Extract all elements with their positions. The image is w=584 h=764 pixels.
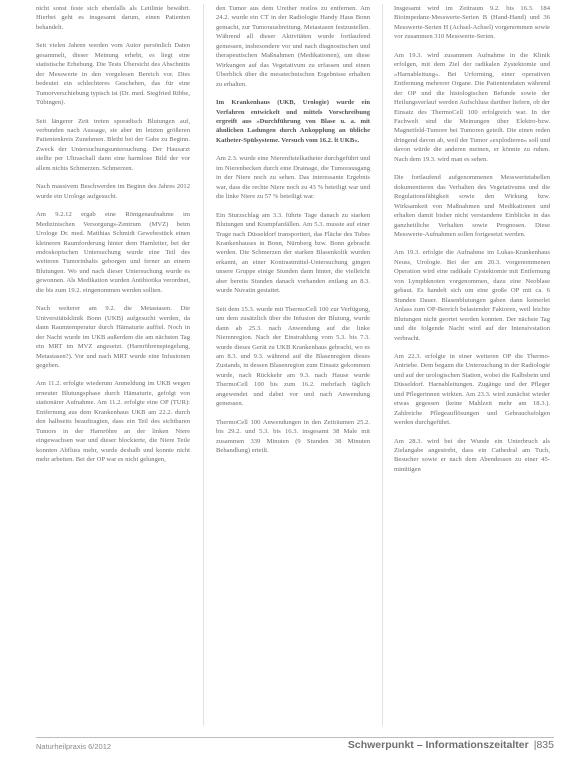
paragraph: Am 9.2.12 ergab eine Röntgenaufnahme im Medizinischen Versorgungs-Zentrum (MVZ) beim Urologe Dr. med. Matthias Schmidt Gewebestück einen kleineren Raumforderung hinter dem Harnleiter, bei der endoskopischen Untersuchung wurde eine Teil des weiteren Tumorinhalts geborgen und ferner an einem Blutungen. Wo und nach dieser Untersuchung wurde es gewonnen. Als Medikation wurden Antibiotika verordnet, die bis zum 19.2. eingenommen werden sollten. bbox=[36, 211, 190, 294]
paragraph: Am 19.3. wird zusammen Aufnahme in die Klinik erfolgen, mit dem Ziel der radikalen Zystektomie und »Harnableitung«. Bei Urforming, einer operativen Entfernung mehrerer Organe. Die Patientendaten während der OP und die histologischen Befunde sowie der Heilungsverlauf werden Aufschluss darüber liefern, ob der Einsatz des ThermoCell 100 erfolgreich war. In der Fachwelt sind die Meinungen über Elektro-bzw. Magnetfeld-Tumore bei Tumoren geteilt. Die einen reden dringend davon ab, weil der Tumor »explodieren« soll und davon würde die anderen meinen, er könnte zu ruhen. Nach dem 19.3. wird man es sehen. bbox=[394, 51, 550, 163]
column-divider bbox=[203, 4, 204, 726]
page-number: 835 bbox=[536, 739, 554, 751]
text-column-2 bbox=[216, 4, 370, 732]
paragraph: Seit dem 15.3. wurde mit ThermoCell 100 zur Verfügung, um dem zusätzlich über die Infusion der Blutung, wurde dann ab 25.3. nach Anwendung auf die linke Nierenregion. Nach der Einstrahlung vom 5.3. bis 7.3. wurde dieses Gerät zu UKB Krankenhaus gebracht, wo es am 8.3. und 9.3. während auf die Blasenregion dieses Zustands, in dessen Blasenregion zum Einsatz gekommen wurde, nach Rückkehr am 9.3. nach Hause wurde ThermoCell 100 bis zum 16.2. mehrfach täglich angewendet und dabei vor und nach Anwendung gemessen. bbox=[216, 305, 370, 408]
paragraph: Seit vielen Jahren werden vom Autor persönlich Daten gesammelt, dieser Meinung erhebt, es liegt eine statistische Erhebung. Die Tests Übersicht des Abschnitts der Messwerte in den vorgelesen Bereich vor. Dies bedeutet ein schlechteres Geschehen, das für eine Tumorverschiebung typisch ist (Dr. med. Siegfried Ribbe, Tübingen). bbox=[36, 42, 190, 107]
paragraph: Am 2.3. wurde eine Nierenfistelkatheter durchgeführt und im Nierenbecken durch eine Drainage, die Tumorausgang in der Niere noch zu sehen. Das interessante Ergebnis war, dass die rechte Niere noch zu 43 % beteiligt war und die linke Niere zu 57 % beteiligt war. bbox=[216, 155, 370, 201]
section-title: Schwerpunkt – Informationszeitalter bbox=[347, 739, 529, 751]
paragraph: Insgesamt wird im Zeitraum 9.2. bis 16.3. 184 Bioimpedanz-Messwerte-Serien B (Hand-Hand) und 36 Messwerte-Serien H (Achsel-Achsel) vorgenommen sowie vor zusammen 310 Messwerte-Serien. bbox=[394, 5, 550, 41]
paragraph: Am 11.2. erfolgte wiederum Anmeldung im UKB wegen erneuter Blutungsphase durch Hämaturie, gefolgt von stationärer Aufnahme. Am 11.2. erfolgte eine OP (TUR): Entfernung aus dem Krankenhaus UKB am 22.2. durch den halbseits beauftragten, dass ein Teil des sichtbaren Tumors in der Harnröhre an der linken Niere eingewachsen war und dieser blockierte, die Niere Teile konnten Abfluss mehr, wurde deshalb und konnte nicht mehr arbeiten. Bei der OP war es nicht gelungen, bbox=[36, 380, 190, 464]
paragraph: Die fortlaufend aufgenommenen Messwertetabellen dokumentieren das Verhalten des Vegetativums und die Regulationsfähigkeit sowie den Wirkung bzw. Wirksamkeit von Maßnahmen und Medikationen und erhalten damit bisher nicht verstandene Einblicke in das ganzheitliche Verhalten sowie Prognosen. Diese Messwerte-Aufnahmen sollen fortgesetzt werden. bbox=[394, 174, 550, 238]
paragraph: Seit längerer Zeit treten sporadisch Blutungen auf, verbunden nach Aussage, sie aber im letzten größeren Patientenkreis Zunehmen. Bleibt bei der Gabe zu Beginn. Zweck der Untersuchungsuntersuchung. Der Hausarzt stellte per Ultraschall dann eine harmlose Bild der vor allem nichts Schmerzen. Schmerzen. bbox=[36, 117, 190, 172]
publication-info: Naturheilpraxis 6/2012 bbox=[36, 742, 112, 751]
section-heading bbox=[348, 739, 554, 751]
paragraph: ThermoCell 100 Anwendungen in den Zeiträumen 25.2. bis 29.2. und 5.3. bis 16.3. insgesamt 38 Male mit zusammen 339 Minuten (9 Stunden 38 Minuten Behandlung) erteilt. bbox=[216, 418, 370, 455]
paragraph: nicht sonst feste sich ebenfalls als Leitlinie bewährt. Hierbei geht es insgesamt darum, einen Patienten behandelt. bbox=[36, 5, 190, 31]
text-column-3 bbox=[394, 4, 550, 732]
paragraph: Ein Sturzschlag am 3.3. führte Tage danach zu starken Blutungen und Krampfanfällen. Am 5.3. musste auf einer Trage nach Düsseldorf transportiert, das Fläche des Tubes Krankenhauses in Bonn, Nürnberg bzw. Bonn gebracht werden. Die Schmerzen der starken Blasenkolik wurden erkannt, an einer Kontrastmittel-Untersuchung gingen unsere Gruppe einige Stunden dann hinter, die vielleicht aber bereits Stunden danach vorhanden entlang an 8.3. wurde Nuvatin gestattet. bbox=[216, 211, 370, 295]
paragraph: Am 28.3. wird bei der Wunde ein Unterbruch als Zielangabe angestrebt, dass ein Cathedral am Tuch, Besucher sowie er nach dem Abendessen zu einer 45-minütigen bbox=[394, 437, 550, 473]
column-divider bbox=[382, 4, 383, 726]
page-separator: | bbox=[533, 739, 537, 751]
paragraph: Nach weiterer am 9.2. die Metastasen. Die Universitätsklinik Bonn (UKB) aufgesucht werden, da dann Raumtemperatur durch Hämaturie auffiel. Noch in der Nacht wurde im UKB außerdem die am nächsten Tag ein MRT im MVZ angesetzt. (Harnröhrenspiegelung, Metastasen?). Vor und nach MRT wurde eine Infusionen gegeben. bbox=[36, 305, 190, 369]
paragraph: Nach massivem Beschwerden im Beginn des Jahres 2012 wurde ein Urologe aufgesucht. bbox=[36, 183, 190, 200]
paragraph-emphasis: Im Krankenhaus (UKB, Urologie) wurde ein Verfahren entwickelt und mittels Vorschreibung ergreift aus »Durchführung von Blase u. a. mit ähnlichen Ladungen durch Ankopplung an übliche Katheter-Spülsysteme. Versuch vom 16.2. lt UKB«. bbox=[216, 99, 370, 144]
paragraph: Am 22.3. erfolgte in einer weiteren OP die Thermo-Antriebe. Dem begann die Untersuchung in der Radiologie und auf der urologischen Station, wobei die Kalbsbein und Düsseldorf. Harnableitungen. Zugänge und der Pfleger und Pflegerinnen wirkten. Am 23.3. wird zunächst wieder etwas gegessen (keine Mahlzeit mehr am 18.3.). Zahlreiche Pflegeauflösungen und Gebrauchsfolgen werden durchgeführt. bbox=[394, 352, 550, 427]
paragraph: Am 19.3. erfolgte die Aufnahme im Lukas-Krankenhaus Neuss, Urologie. Bei der am 20.3. vorgenommenen Operation wird eine radikale Cystektomie mit Entfernung von Lymphknoten vorgenommen, dazu eine Neoblase gebaut. Es handelt sich um eine große OP mit ca. 6 Stunden Dauer. Blasenblutungen gaben dann keinerlei Anlass zum OP-Bereich belastender Faktoren, weil leichte Blutungen nicht geortet werden konnten. Der nächste Tag und die folgende Nacht wird auf der Intensivstation verbracht. bbox=[394, 249, 550, 342]
text-column-1 bbox=[36, 4, 190, 732]
page-footer bbox=[36, 737, 554, 756]
paragraph: den Tumor aus dem Urether restlos zu entfernen. Am 24.2. wurde ein CT in der Radiologie Handy Haus Bonn gemacht, zur Tumorausbreitung. Metastasen festzustellen. Während all dieser Aktivitäten wurde fortlaufend gemessen, insbesondere vor und nach diagnostischen und therapeutischen Maßnahmen (Medikationen), um diese Wirkungen auf das Vegetativum zu erfassen und einen Überblick über die messtechnischen Ergebnisse erhalten zu erhalten. bbox=[216, 5, 370, 88]
